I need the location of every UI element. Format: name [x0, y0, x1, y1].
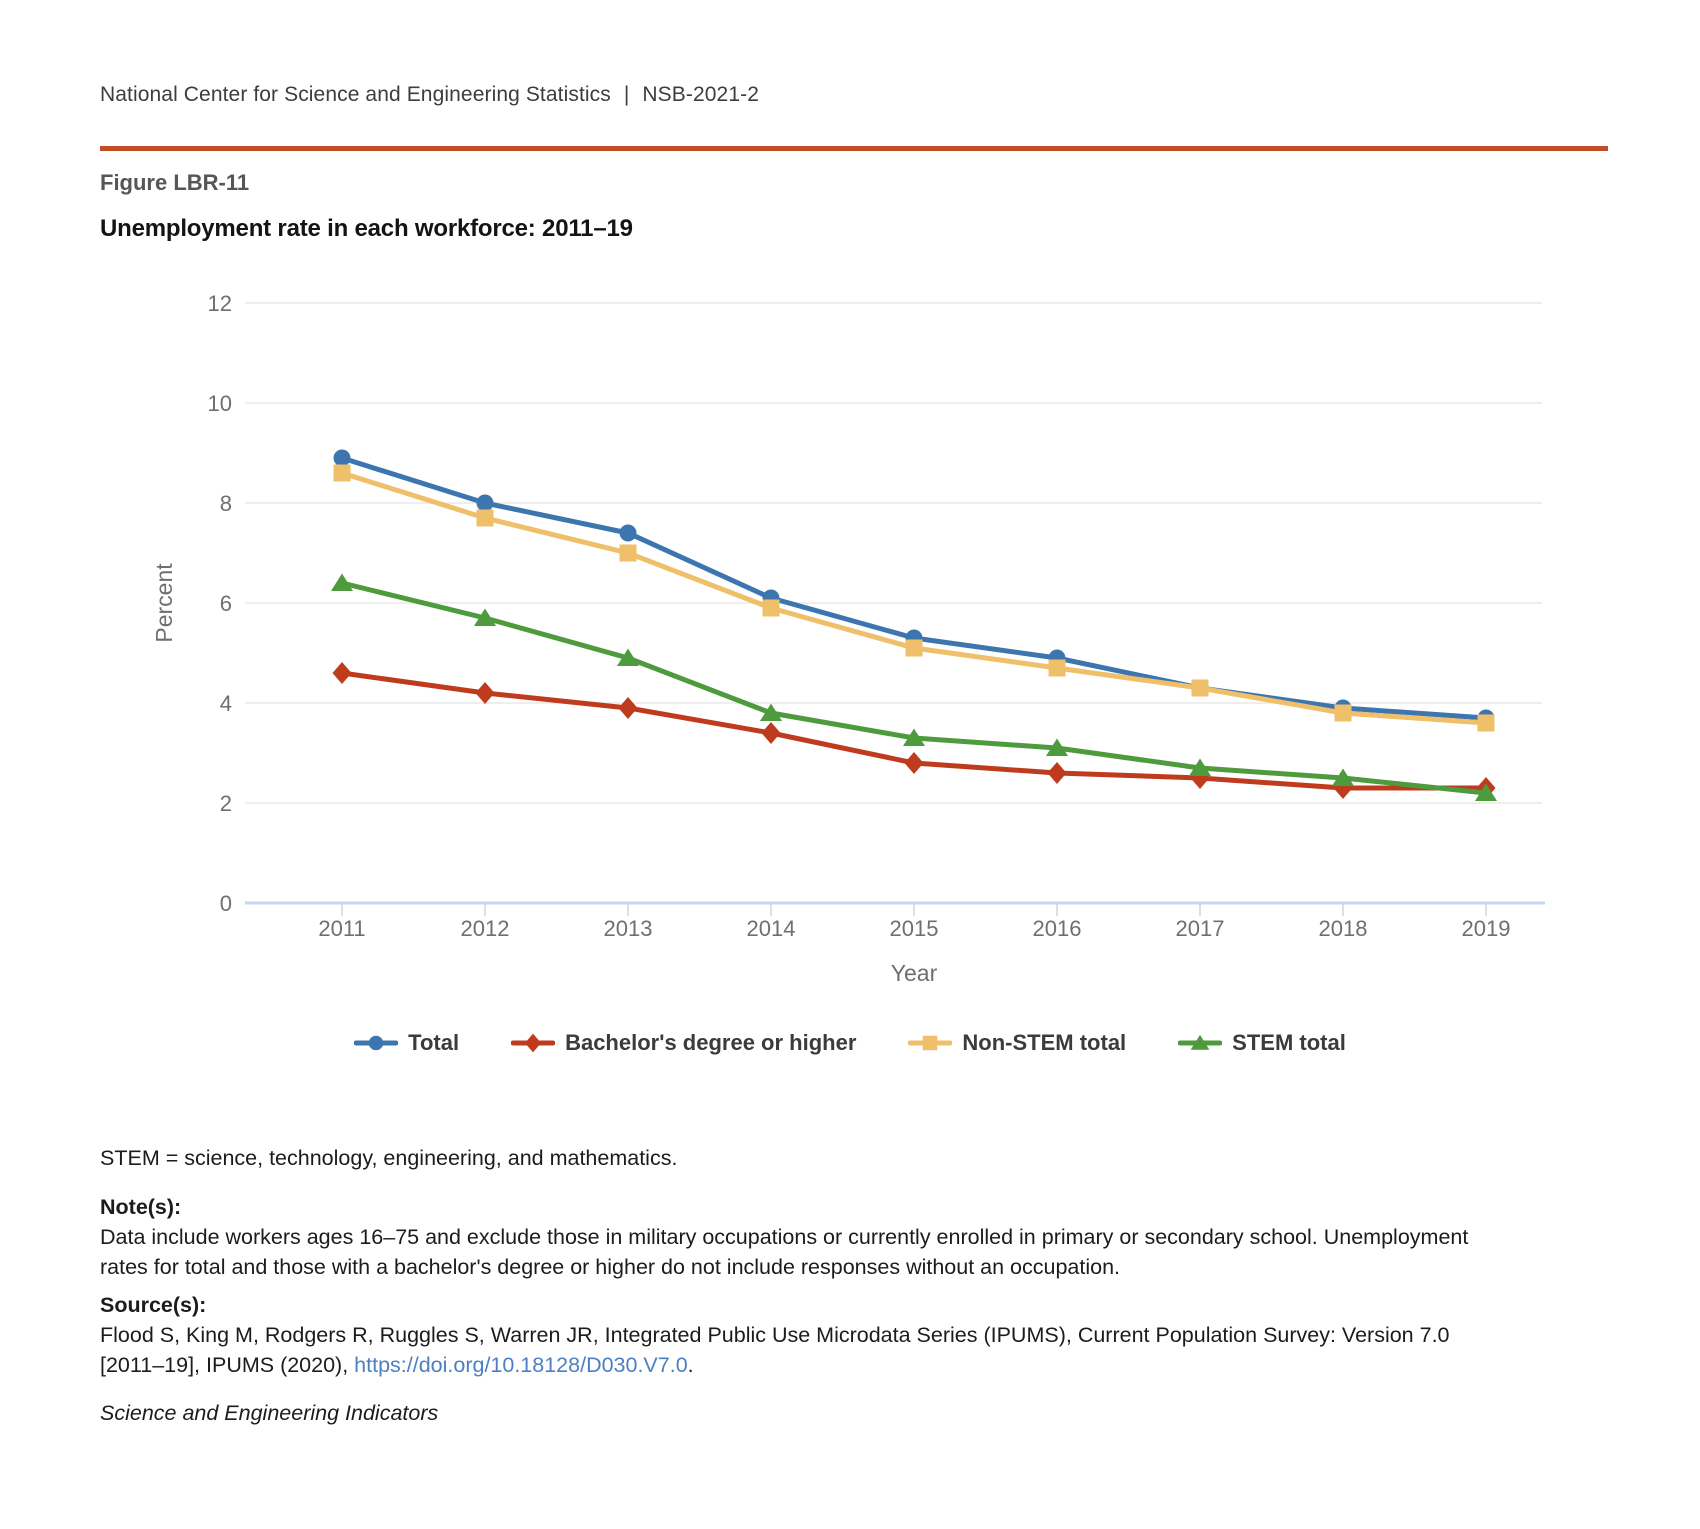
unemployment-line-chart	[140, 252, 1560, 992]
data-point-marker	[763, 600, 780, 617]
data-point-marker	[1192, 680, 1209, 697]
triangle-legend-icon	[1178, 1032, 1222, 1054]
source-citation: Flood S, King M, Rodgers R, Ruggles S, Warren JR, Integrated Public Use Microdata Series (IPUMS), Current Population Survey: Version 7.0 [2011–19], IPUMS (2020),	[100, 1323, 1450, 1377]
legend-label: Total	[408, 1030, 460, 1055]
y-tick-label: 0	[219, 891, 232, 916]
x-tick-label: 2015	[889, 916, 939, 941]
data-point-marker	[905, 752, 924, 774]
figure-title: Unemployment rate in each workforce: 2011–19	[100, 215, 633, 242]
report-header	[100, 83, 759, 107]
data-point-marker	[331, 574, 353, 592]
doi-link[interactable]: https://doi.org/10.18128/D030.V7.0	[354, 1353, 688, 1377]
report-org: National Center for Science and Engineering Statistics	[100, 83, 611, 106]
x-tick-label: 2018	[1318, 916, 1368, 941]
data-point-marker	[476, 682, 495, 704]
attribution: Science and Engineering Indicators	[100, 1401, 439, 1425]
series-line-0	[342, 458, 1486, 718]
sources-text	[100, 1320, 1480, 1380]
header-rule	[100, 146, 1608, 151]
legend-label: Bachelor's degree or higher	[565, 1030, 857, 1055]
legend-item	[354, 1030, 459, 1056]
data-point-marker	[762, 722, 781, 744]
x-axis-title: Year	[890, 960, 938, 986]
sources-label: Source(s):	[100, 1293, 207, 1317]
data-point-marker	[906, 640, 923, 657]
data-point-marker	[334, 465, 351, 482]
legend-item	[511, 1030, 856, 1056]
y-tick-label: 10	[207, 391, 232, 416]
x-tick-label: 2016	[1032, 916, 1082, 941]
report-id: NSB-2021-2	[642, 83, 759, 106]
data-point-marker	[369, 1036, 383, 1050]
data-point-marker	[619, 697, 638, 719]
x-tick-label: 2013	[603, 916, 653, 941]
square-legend-icon	[908, 1032, 952, 1054]
data-point-marker	[477, 495, 494, 512]
report-separator: |	[623, 83, 630, 106]
x-tick-label: 2012	[460, 916, 510, 941]
data-point-marker	[477, 510, 494, 527]
chart-legend	[0, 1030, 1700, 1056]
data-point-marker	[334, 450, 351, 467]
data-point-marker	[1048, 762, 1067, 784]
y-tick-label: 2	[219, 791, 232, 816]
stem-definition: STEM = science, technology, engineering, and mathematics.	[100, 1146, 678, 1170]
diamond-legend-icon	[511, 1032, 555, 1054]
x-tick-label: 2011	[318, 916, 366, 941]
data-point-marker	[525, 1034, 541, 1053]
data-point-marker	[620, 545, 637, 562]
circle-legend-icon	[354, 1032, 398, 1054]
chart-canvas	[140, 252, 1560, 992]
data-point-marker	[620, 525, 637, 542]
legend-label: STEM total	[1232, 1030, 1346, 1055]
notes-label: Note(s):	[100, 1195, 182, 1219]
data-point-marker	[333, 662, 352, 684]
y-tick-label: 6	[219, 591, 232, 616]
y-tick-label: 8	[219, 491, 232, 516]
data-point-marker	[1335, 705, 1352, 722]
series-markers-2	[334, 465, 1495, 732]
legend-label: Non-STEM total	[962, 1030, 1127, 1055]
x-tick-label: 2017	[1175, 916, 1225, 941]
data-point-marker	[1049, 660, 1066, 677]
source-suffix: .	[687, 1353, 694, 1377]
y-axis-title: Percent	[151, 563, 177, 643]
figure-label: Figure LBR-11	[100, 170, 250, 195]
legend-item	[1178, 1030, 1346, 1056]
y-tick-label: 12	[207, 291, 232, 316]
x-tick-label: 2014	[746, 916, 796, 941]
series-markers-0	[334, 450, 1495, 727]
data-point-marker	[1478, 715, 1495, 732]
y-tick-label: 4	[219, 691, 232, 716]
x-tick-label: 2019	[1461, 916, 1511, 941]
data-point-marker	[923, 1036, 937, 1050]
legend-item	[908, 1030, 1126, 1056]
notes-text: Data include workers ages 16–75 and exclude those in military occupations or currently enrolled in primary or secondary school. Unemployment rates for total and those with a bachelor's degree or higher do not include responses without an occupation.	[100, 1225, 1469, 1279]
